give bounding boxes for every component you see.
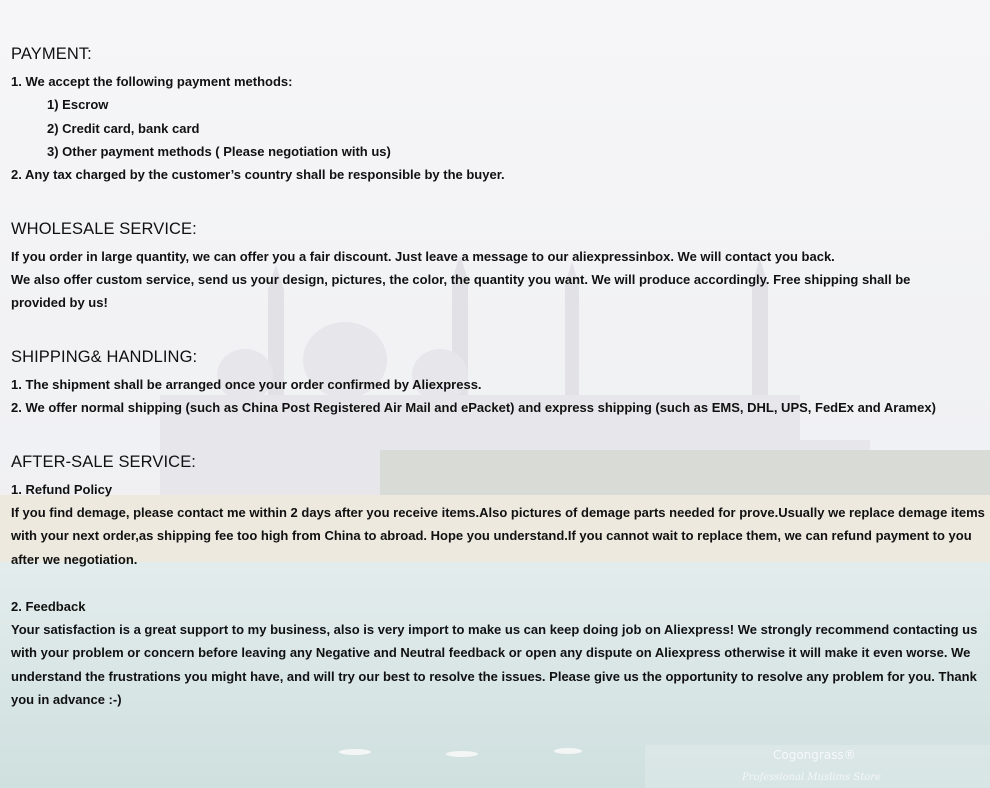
wholesale-paragraph-2: We also offer custom service, send us your design, pictures, the color, the quantity you want. We will produce accordingly. Free shipping shall be provided by us! xyxy=(11,272,911,311)
wholesale-paragraph-1: If you order in large quantity, we can offer you a fair discount. Just leave a message to our aliexpressinbox. We will contact you back. xyxy=(11,249,835,264)
after-sale-heading: AFTER-SALE SERVICE: xyxy=(11,453,196,471)
payment-line-1: 1. We accept the following payment methods: xyxy=(11,74,293,89)
refund-policy-text: If you find demage, please contact me within 2 days after you receive items.Also pictures of demage parts needed for prove.Usually we replace demage items with your next order,as shipping fee too high from China to abroad. Hope you understand.If you cannot wait to replace them, we can refund payment to you after we negotiation. xyxy=(11,505,985,567)
shipping-line-2: 2. We offer normal shipping (such as China Post Registered Air Mail and ePacket) and express shipping (such as EMS, DHL, UPS, FedEx and Aramex) xyxy=(11,400,936,415)
shipping-line-1: 1. The shipment shall be arranged once your order confirmed by Aliexpress. xyxy=(11,377,482,392)
payment-line-2: 2. Any tax charged by the customer’s country shall be responsible by the buyer. xyxy=(11,167,505,182)
watermark-store-subtitle: Professional Muslims Store xyxy=(742,772,881,783)
payment-method-card: 2) Credit card, bank card xyxy=(47,121,200,136)
refund-policy-title: 1. Refund Policy xyxy=(11,482,113,497)
shipping-heading: SHIPPING& HANDLING: xyxy=(11,348,198,366)
payment-method-other: 3) Other payment methods ( Please negotiation with us) xyxy=(47,144,391,159)
feedback-title: 2. Feedback xyxy=(11,599,86,614)
watermark-store-name: Cogongrass® xyxy=(773,748,856,762)
wholesale-heading: WHOLESALE SERVICE: xyxy=(11,220,197,238)
payment-method-escrow: 1) Escrow xyxy=(47,97,109,112)
feedback-text: Your satisfaction is a great support to my business, also is very import to make us can keep doing job on Aliexpress! We strongly recommend contacting us with your problem or concern before leaving any Negative and Neutral feedback or open any dispute on Aliexpress otherwise it will make it even worse. We understand the frustrations you might have, and will try our best to resolve the issues. Please give us the opportunity to resolve any problem for you. Thank you in advance :-) xyxy=(11,622,978,707)
payment-heading: PAYMENT: xyxy=(11,45,92,63)
